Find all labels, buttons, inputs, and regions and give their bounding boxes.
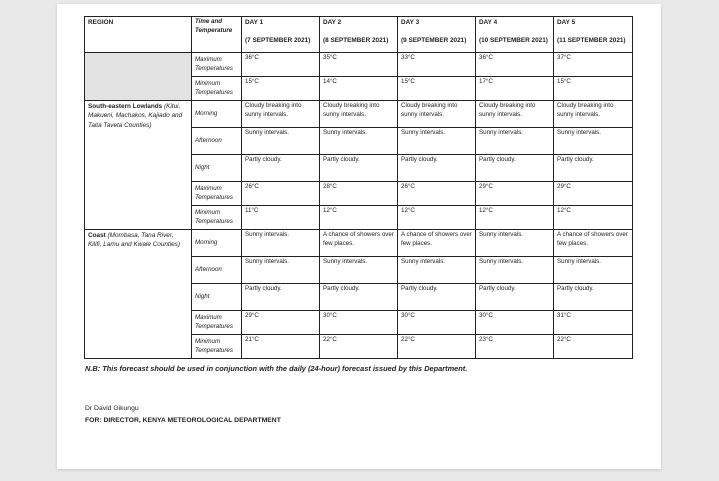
signatory-organization: FOR: DIRECTOR, KENYA METEOROLOGICAL DEPARTMENT xyxy=(85,416,281,424)
forecast-cell: Partly cloudy. xyxy=(554,155,633,182)
forecast-cell: 17°C xyxy=(476,77,554,101)
forecast-cell: 22°C xyxy=(398,335,476,359)
forecast-cell: 37°C xyxy=(554,53,633,77)
forecast-cell: 29°C xyxy=(242,311,320,335)
forecast-cell: 21°C xyxy=(242,335,320,359)
day-header: DAY 1 (7 SEPTEMBER 2021) xyxy=(242,17,320,53)
forecast-cell: A chance of showers over few places. xyxy=(320,230,398,257)
forecast-note: N.B: This forecast should be used in conjunction with the daily (24-hour) forecast issued by this Department. xyxy=(85,364,468,373)
time-temperature-label: Maximum Temperatures xyxy=(192,182,242,206)
forecast-cell: Cloudy breaking into sunny intervals. xyxy=(320,101,398,128)
forecast-cell: 14°C xyxy=(320,77,398,101)
time-temperature-label: Afternoon xyxy=(192,128,242,155)
forecast-cell: Sunny intervals. xyxy=(242,230,320,257)
forecast-cell: A chance of showers over few places. xyxy=(554,230,633,257)
day-header: DAY 5 (11 SEPTEMBER 2021) xyxy=(554,17,633,53)
forecast-cell: 22°C xyxy=(554,335,633,359)
forecast-cell: Partly cloudy. xyxy=(320,284,398,311)
forecast-cell: Partly cloudy. xyxy=(554,284,633,311)
region-counties: (Kitui, Makueni, Machakos, Kajiado and Taita Taveta Counties) xyxy=(88,103,183,129)
forecast-cell: Cloudy breaking into sunny intervals. xyxy=(554,101,633,128)
forecast-cell: Partly cloudy. xyxy=(476,155,554,182)
time-temperature-label: Morning xyxy=(192,101,242,128)
region-cell xyxy=(85,53,192,101)
forecast-cell: Cloudy breaking into sunny intervals. xyxy=(476,101,554,128)
forecast-cell: Sunny intervals. xyxy=(398,257,476,284)
forecast-cell: Sunny intervals. xyxy=(476,128,554,155)
forecast-cell: 26°C xyxy=(398,182,476,206)
forecast-cell: 35°C xyxy=(320,53,398,77)
time-temperature-label: Maximum Temperatures xyxy=(192,53,242,77)
forecast-cell: 33°C xyxy=(398,53,476,77)
region-name: South-eastern Lowlands xyxy=(88,103,163,110)
table-row xyxy=(85,53,633,77)
time-temperature-label: Night xyxy=(192,155,242,182)
forecast-cell: 36°C xyxy=(242,53,320,77)
forecast-cell: Sunny intervals. xyxy=(242,128,320,155)
forecast-cell: Sunny intervals. xyxy=(320,128,398,155)
forecast-cell: Partly cloudy. xyxy=(242,284,320,311)
forecast-cell: Sunny intervals. xyxy=(242,257,320,284)
forecast-cell: 36°C xyxy=(476,53,554,77)
forecast-cell: 22°C xyxy=(320,335,398,359)
forecast-cell: Cloudy breaking into sunny intervals. xyxy=(242,101,320,128)
forecast-cell: 29°C xyxy=(554,182,633,206)
region-cell xyxy=(85,230,192,359)
forecast-cell: 11°C xyxy=(242,206,320,230)
day-header: DAY 4 (10 SEPTEMBER 2021) xyxy=(476,17,554,53)
document-page xyxy=(57,4,661,469)
time-temperature-label: Morning xyxy=(192,230,242,257)
forecast-cell: Partly cloudy. xyxy=(320,155,398,182)
forecast-cell: Partly cloudy. xyxy=(242,155,320,182)
forecast-cell: Cloudy breaking into sunny intervals. xyxy=(398,101,476,128)
forecast-cell: 15°C xyxy=(554,77,633,101)
region-counties: (Mombasa, Tana River, Kilifi, Lamu and Kwale Counties) xyxy=(88,232,180,249)
forecast-cell: Sunny intervals. xyxy=(398,128,476,155)
forecast-cell: Sunny intervals. xyxy=(476,230,554,257)
forecast-cell: Sunny intervals. xyxy=(476,257,554,284)
time-temperature-label: Night xyxy=(192,284,242,311)
time-temperature-label: Minimum Temperatures xyxy=(192,77,242,101)
forecast-cell: 23°C xyxy=(476,335,554,359)
region-header: REGION xyxy=(85,17,192,53)
forecast-cell: 30°C xyxy=(476,311,554,335)
region-name: Coast xyxy=(88,232,106,239)
forecast-cell: 31°C xyxy=(554,311,633,335)
forecast-cell: Partly cloudy. xyxy=(398,155,476,182)
time-temperature-header: Time and Temperature xyxy=(192,17,242,53)
forecast-cell: 12°C xyxy=(398,206,476,230)
forecast-cell: 12°C xyxy=(476,206,554,230)
table-header-row xyxy=(85,17,633,53)
forecast-cell: 28°C xyxy=(320,182,398,206)
table-row xyxy=(85,101,633,128)
day-header: DAY 2 (8 SEPTEMBER 2021) xyxy=(320,17,398,53)
forecast-cell: 15°C xyxy=(398,77,476,101)
day-header: DAY 3 (9 SEPTEMBER 2021) xyxy=(398,17,476,53)
table-row xyxy=(85,230,633,257)
forecast-cell: 30°C xyxy=(320,311,398,335)
forecast-table xyxy=(84,16,633,359)
forecast-cell: 30°C xyxy=(398,311,476,335)
forecast-cell: Sunny intervals. xyxy=(554,257,633,284)
forecast-cell: 26°C xyxy=(242,182,320,206)
time-temperature-label: Minimum Temperatures xyxy=(192,206,242,230)
time-temperature-label: Minimum Temperatures xyxy=(192,335,242,359)
time-temperature-label: Afternoon xyxy=(192,257,242,284)
forecast-cell: Sunny intervals. xyxy=(554,128,633,155)
forecast-cell: 12°C xyxy=(320,206,398,230)
forecast-cell: 29°C xyxy=(476,182,554,206)
forecast-cell: 12°C xyxy=(554,206,633,230)
forecast-cell: A chance of showers over few places. xyxy=(398,230,476,257)
signature-block xyxy=(85,403,281,426)
signatory-name: Dr David Gikungu xyxy=(85,405,139,412)
forecast-cell: Partly cloudy. xyxy=(476,284,554,311)
forecast-cell: Partly cloudy. xyxy=(398,284,476,311)
time-temperature-label: Maximum Temperatures xyxy=(192,311,242,335)
region-cell xyxy=(85,101,192,230)
forecast-cell: 15°C xyxy=(242,77,320,101)
forecast-cell: Sunny intervals. xyxy=(320,257,398,284)
